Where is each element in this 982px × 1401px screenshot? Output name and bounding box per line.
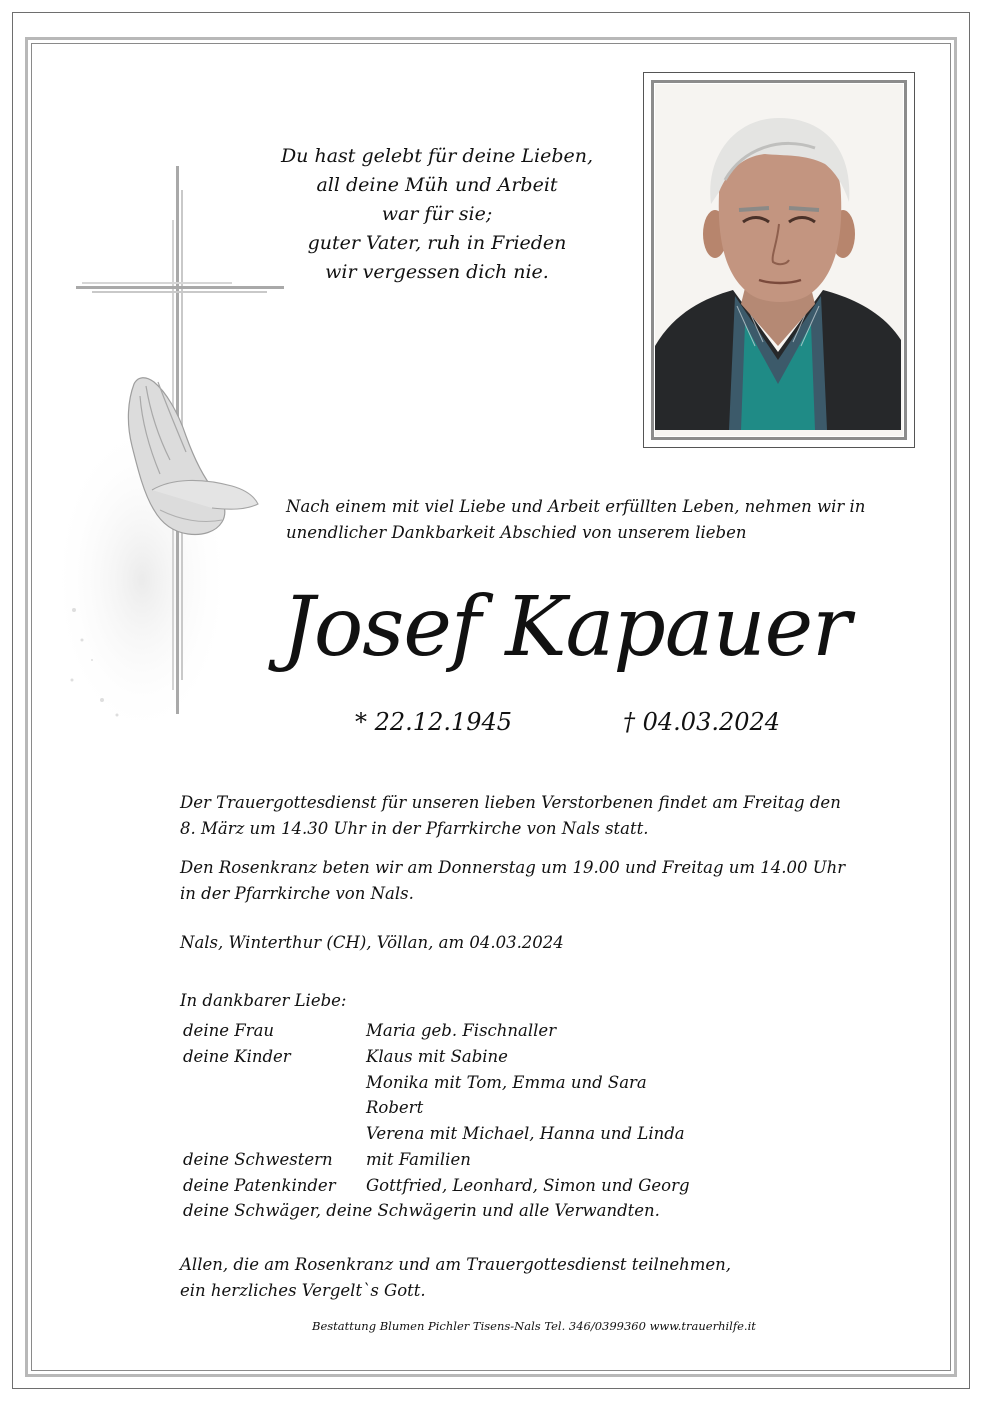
photo-frame: [643, 72, 915, 448]
cross-with-praying-hands-icon: [62, 160, 292, 720]
funeral-home-footer: Bestattung Blumen Pichler Tisens-Nals Tel. 346/0399360 www.trauerhilfe.it: [312, 1319, 756, 1333]
mourner-names: Monika mit Tom, Emma und Sara: [366, 1072, 647, 1092]
final-thanks-line: Allen, die am Rosenkranz und am Trauergottesdienst teilnehmen,: [180, 1255, 732, 1274]
mourner-relation: deine Schwestern: [183, 1149, 333, 1169]
rosary-text: Den Rosenkranz beten wir am Donnerstag um 19.00 und Freitag um 14.00 Uhr in der Pfarrkirche von Nals.: [180, 858, 846, 903]
photo-mat: [651, 80, 907, 440]
intro-text: Nach einem mit viel Liebe und Arbeit erfüllten Leben, nehmen wir in unendlicher Dankbarkeit Abschied von unserem lieben: [286, 497, 866, 542]
mourner-names: Maria geb. Fischnaller: [366, 1021, 557, 1040]
mourner-relation: deine Patenkinder: [183, 1175, 336, 1195]
mourner-names: mit Familien: [366, 1149, 471, 1169]
memorial-verse: [262, 142, 612, 287]
mourner-relation: deine Frau: [183, 1021, 275, 1040]
mourners-closing: deine Schwäger, deine Schwägerin und alle Verwandten.: [183, 1201, 660, 1220]
thanks-heading: In dankbarer Liebe:: [180, 991, 347, 1010]
funeral-service-text: Der Trauergottesdienst für unseren lieben Verstorbenen findet am Freitag den 8. März um 14.30 Uhr in der Pfarrkirche von Nals statt.: [180, 793, 841, 838]
place-and-date: Nals, Winterthur (CH), Völlan, am 04.03.2024: [180, 933, 564, 952]
mourner-names: Gottfried, Leonhard, Simon und Georg: [366, 1175, 690, 1195]
verse-line: war für sie;: [381, 203, 493, 225]
birth-date: * 22.12.1945: [355, 708, 513, 736]
life-dates: [355, 705, 781, 739]
deceased-name: Josef Kapauer: [282, 580, 851, 675]
mourner-names: Verena mit Michael, Hanna und Linda: [366, 1124, 685, 1144]
mourner-names: Robert: [366, 1098, 424, 1118]
final-thanks-line: ein herzliches Vergelt`s Gott.: [180, 1281, 426, 1300]
verse-line: Du hast gelebt für deine Lieben,: [280, 145, 594, 167]
final-thanks: [180, 1252, 731, 1304]
portrait-photo-icon: [655, 84, 903, 436]
verse-line: guter Vater, ruh in Frieden: [307, 232, 567, 254]
mourner-names: Klaus mit Sabine: [366, 1046, 508, 1066]
mourner-relation: deine Kinder: [183, 1046, 291, 1066]
verse-line: wir vergessen dich nie.: [325, 261, 549, 283]
death-date: † 04.03.2024: [623, 708, 781, 736]
verse-line: all deine Müh und Arbeit: [316, 174, 558, 196]
